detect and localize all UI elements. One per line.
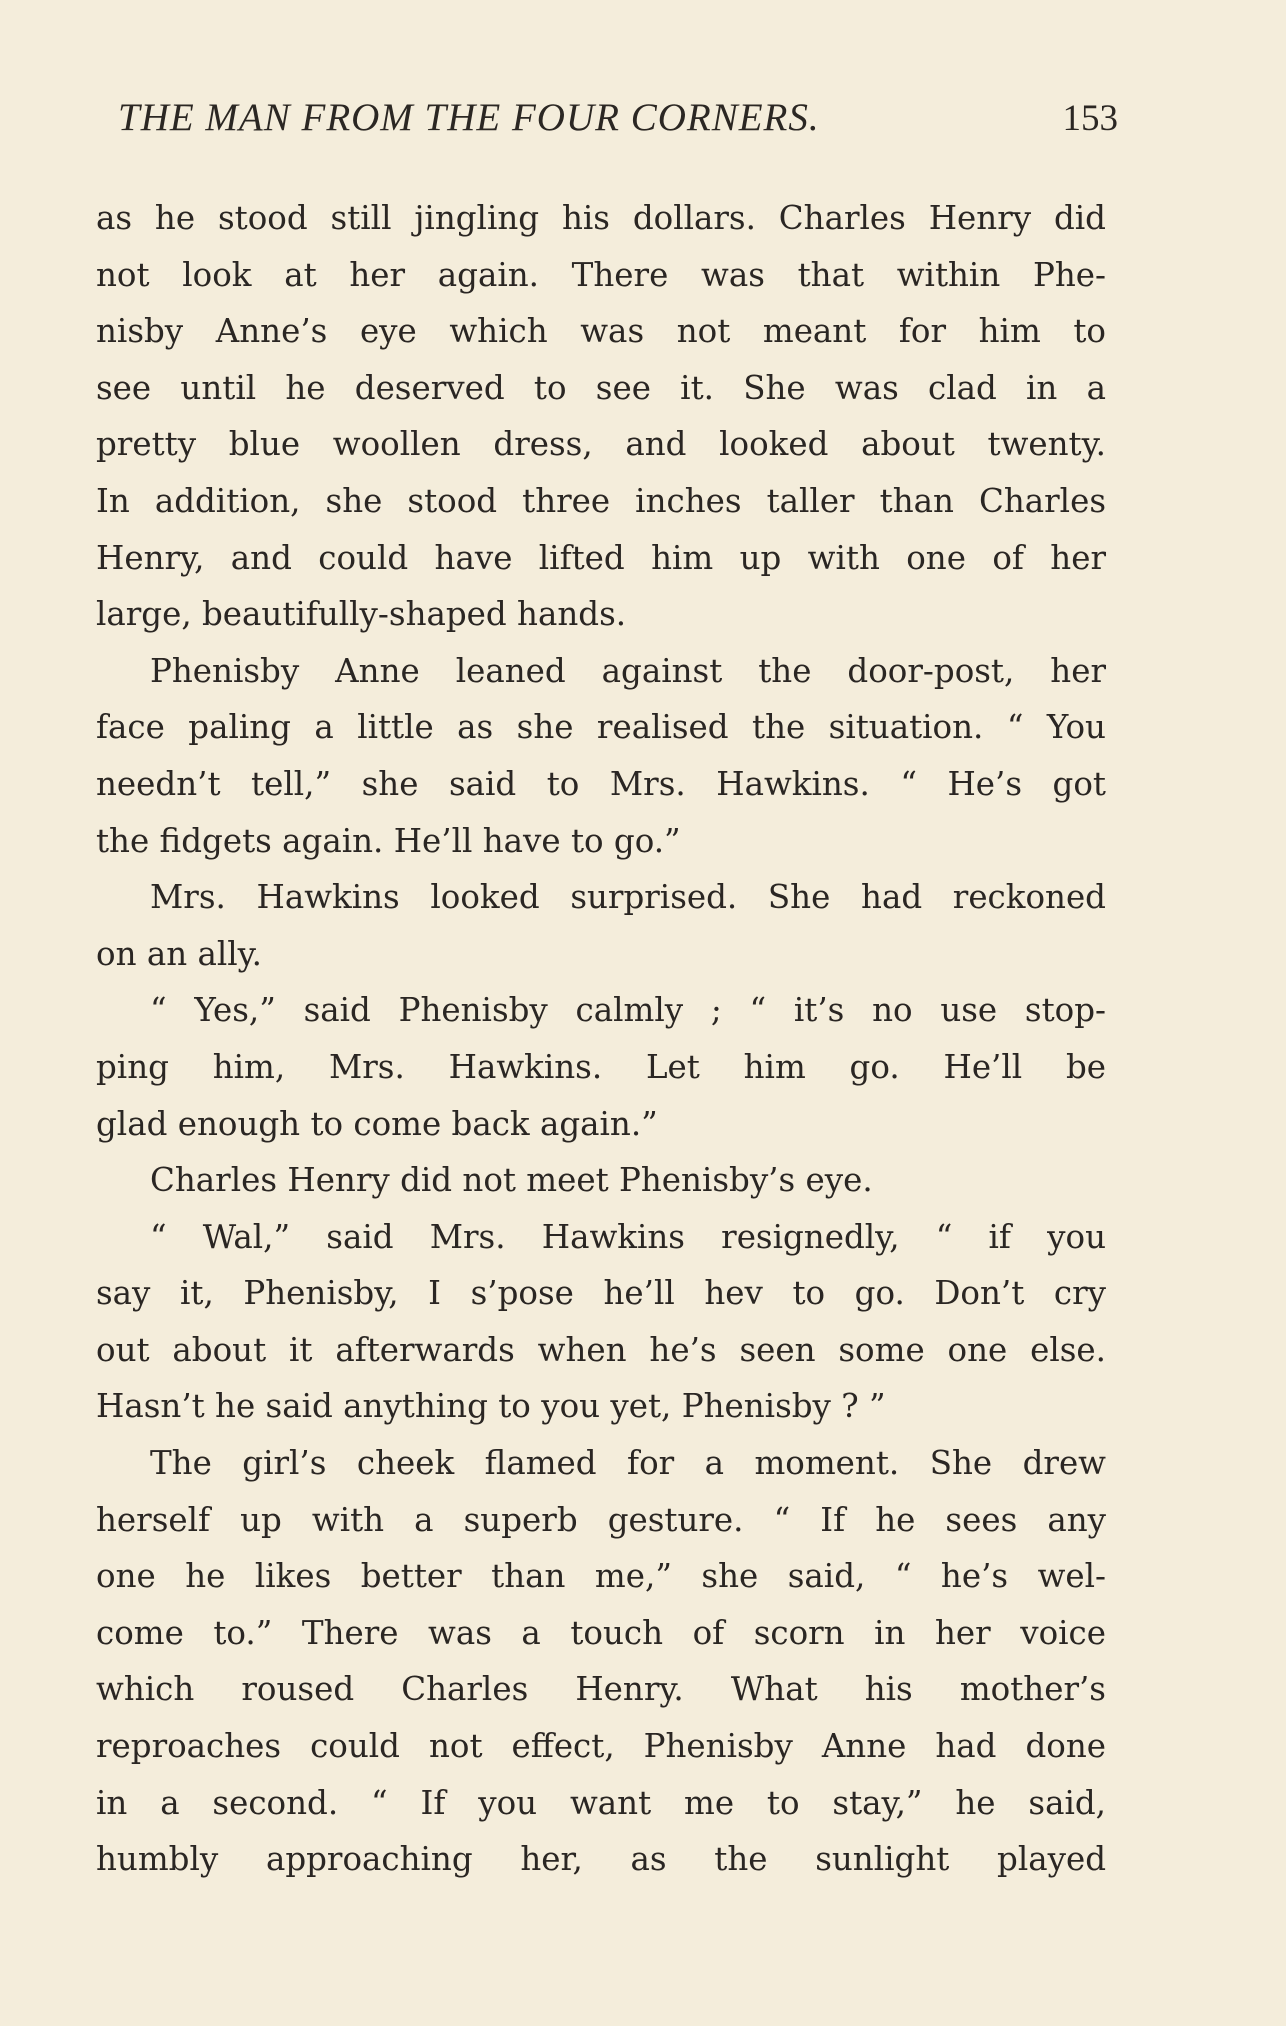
text-line: reproaches could not effect, Phenisby Anne had done [96, 1727, 1106, 1766]
text-line: which roused Charles Henry. What his mother’s [96, 1670, 1106, 1709]
text-line: come to.” There was a touch of scorn in her voice [96, 1613, 1106, 1652]
text-line: needn’t tell,” she said to Mrs. Hawkins. “ He’s got [96, 764, 1106, 803]
text-line: ping him, Mrs. Hawkins. Let him go. He’ll be [96, 1047, 1106, 1086]
text-line: “ Yes,” said Phenisby calmly ; “ it’s no use stop- [150, 991, 1106, 1030]
text-line: glad enough to come back again.” [96, 1104, 658, 1143]
text-line: Hasn’t he said anything to you yet, Phenisby ? ” [96, 1387, 886, 1426]
text-line: one he likes better than me,” she said, “ he’s wel- [96, 1557, 1106, 1596]
text-line: Mrs. Hawkins looked surprised. She had reckoned [150, 878, 1106, 917]
page-header [118, 95, 1118, 155]
text-line: on an ally. [96, 934, 263, 973]
running-title: THE MAN FROM THE FOUR CORNERS. [118, 96, 820, 139]
text-line: the fidgets again. He’ll have to go.” [96, 821, 681, 860]
text-line: say it, Phenisby, I s’pose he’ll hev to go. Don’t cry [96, 1274, 1106, 1313]
page-number: 153 [1062, 98, 1118, 139]
text-line: nisby Anne’s eye which was not meant for him to [96, 312, 1106, 351]
text-line: “ Wal,” said Mrs. Hawkins resignedly, “ if you [150, 1217, 1106, 1256]
text-line: face paling a little as she realised the situation. “ You [96, 708, 1106, 747]
text-line: not look at her again. There was that within Phe- [96, 255, 1106, 294]
body-text [96, 190, 1106, 1888]
text-line: as he stood still jingling his dollars. Charles Henry did [96, 199, 1106, 237]
text-line: large, beautifully-shaped hands. [96, 595, 627, 634]
text-line: In addition, she stood three inches taller than Charles [96, 481, 1106, 520]
text-line: in a second. “ If you want me to stay,” he said, [96, 1783, 1106, 1822]
text-line: herself up with a superb gesture. “ If he sees any [96, 1500, 1106, 1539]
text-line: out about it afterwards when he’s seen some one else. [96, 1330, 1106, 1369]
text-line: Phenisby Anne leaned against the door-post, her [150, 651, 1106, 690]
text-line: humbly approaching her, as the sunlight played [96, 1840, 1106, 1879]
text-line: The girl’s cheek flamed for a moment. She drew [150, 1444, 1106, 1483]
text-line: Henry, and could have lifted him up with one of her [96, 538, 1106, 577]
text-line: Charles Henry did not meet Phenisby’s eye. [150, 1161, 873, 1200]
text-line: see until he deserved to see it. She was clad in a [96, 368, 1106, 407]
text-line: pretty blue woollen dress, and looked about twenty. [96, 425, 1106, 464]
